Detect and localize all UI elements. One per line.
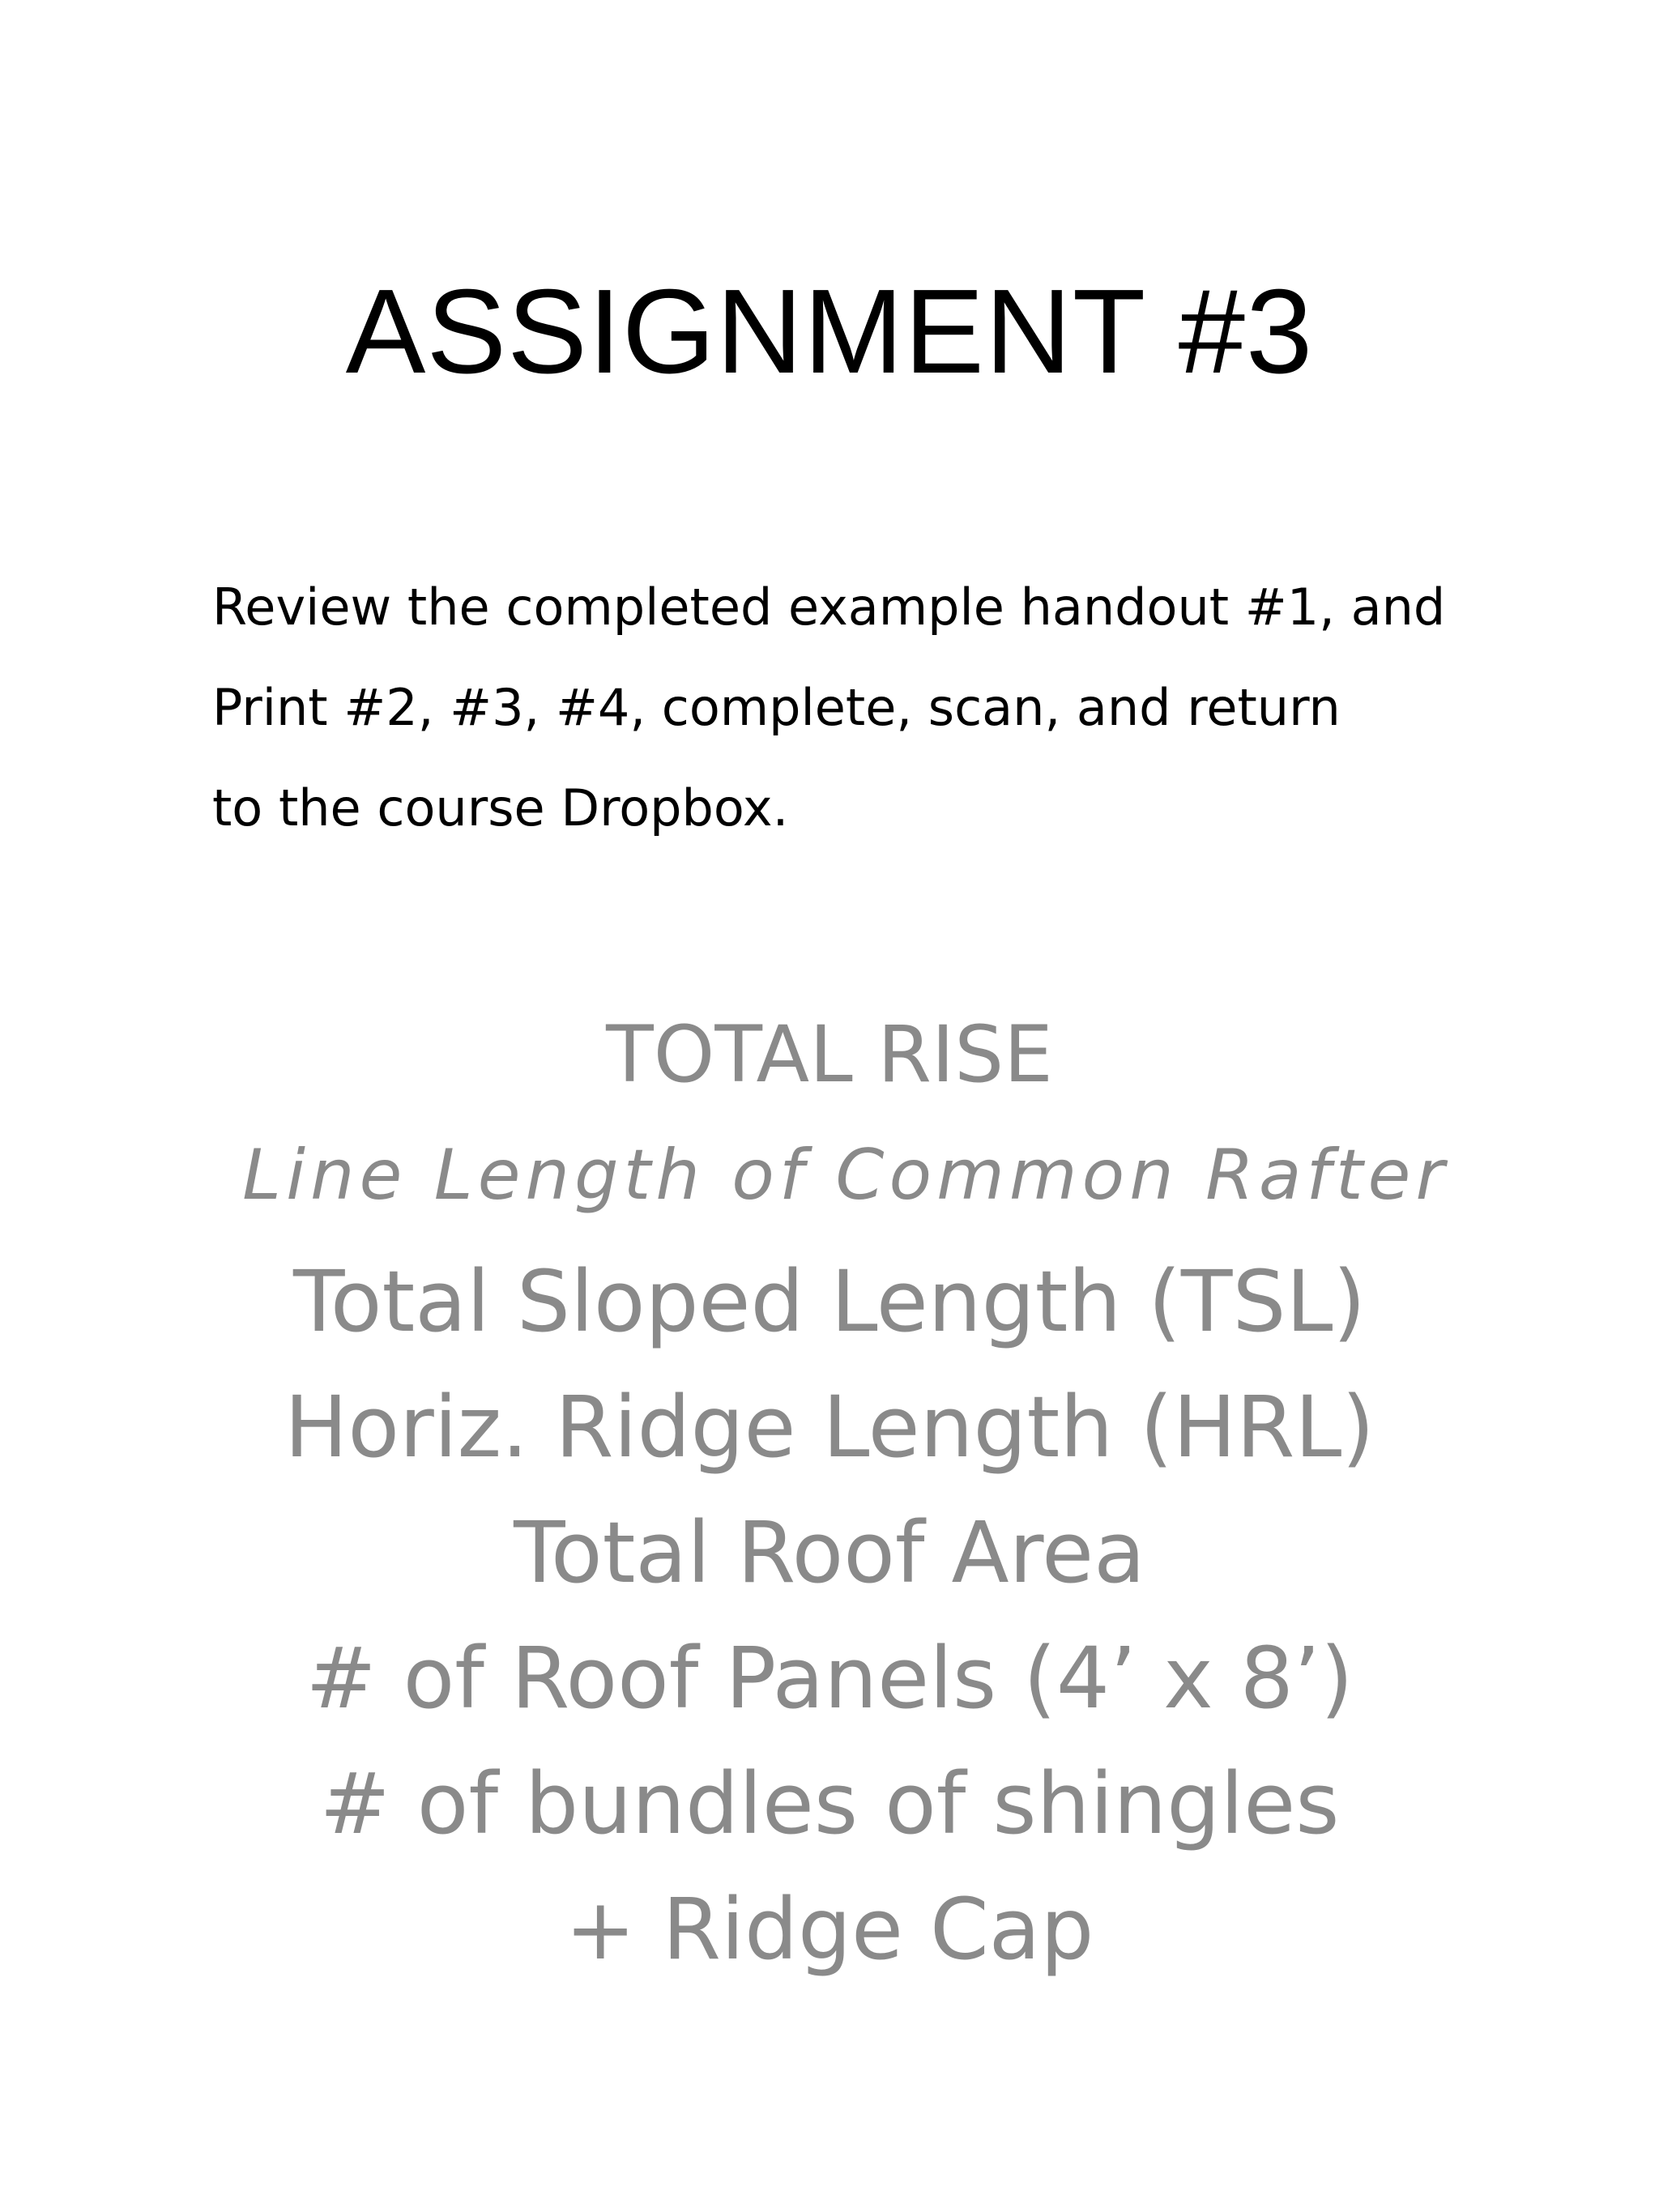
topic-total-sloped-length: Total Sloped Length (TSL) [293, 1252, 1366, 1351]
topic-horiz-ridge-length: Horiz. Ridge Length (HRL) [284, 1378, 1375, 1477]
instructions-paragraph [212, 557, 1573, 859]
topic-total-roof-area: Total Roof Area [514, 1503, 1145, 1602]
topic-ridge-cap: + Ridge Cap [565, 1880, 1094, 1979]
topic-line-length: Line Length of Common Rafter [242, 1135, 1449, 1216]
instruction-line-1: Review the completed example handout #1, and [212, 578, 1446, 637]
topic-list [0, 998, 1659, 1993]
topic-roof-panels: # of Roof Panels (4’ x 8’) [305, 1629, 1354, 1728]
topic-total-rise: TOTAL RISE [606, 1009, 1053, 1100]
page-title: ASSIGNMENT #3 [345, 265, 1314, 399]
instruction-line-2: Print #2, #3, #4, complete, scan, and return [212, 678, 1341, 737]
instruction-line-3: to the course Dropbox. [212, 778, 789, 837]
topic-shingle-bundles: # of bundles of shingles [319, 1754, 1340, 1853]
